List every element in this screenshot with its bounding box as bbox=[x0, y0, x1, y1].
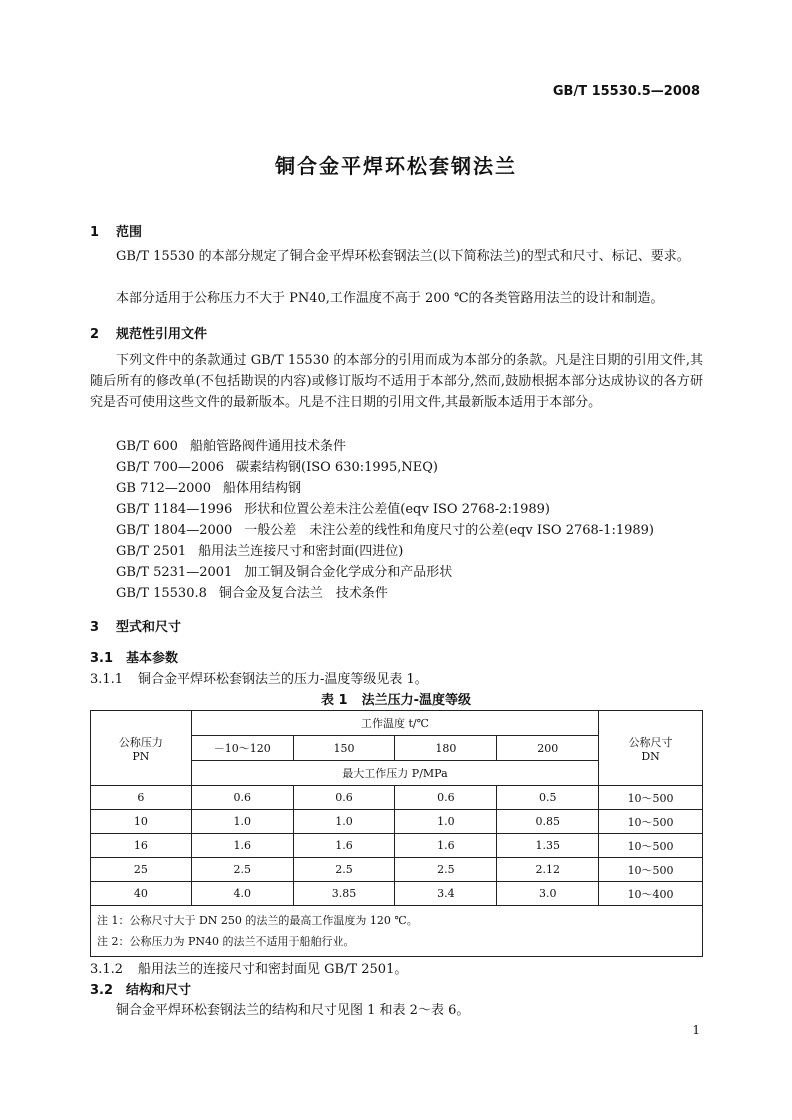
pressure-cell: 2.5 bbox=[293, 858, 395, 882]
reference-title: 加工铜及铜合金化学成分和产品形状 bbox=[244, 565, 453, 580]
page-number: 1 bbox=[692, 1023, 700, 1037]
reference-code: GB/T 5231—2001 bbox=[116, 565, 233, 580]
reference-item bbox=[116, 499, 654, 520]
pressure-cell: 1.0 bbox=[395, 810, 497, 834]
pressure-temperature-table bbox=[90, 710, 703, 957]
table-title: 法兰压力-温度等级 bbox=[361, 693, 471, 708]
reference-title: 铜合金及复合法兰 技术条件 bbox=[218, 586, 388, 601]
header-nominal-size: 公称尺寸 DN bbox=[599, 711, 703, 786]
pn-cell: 16 bbox=[91, 834, 192, 858]
pressure-cell: 1.35 bbox=[497, 834, 599, 858]
temperature-header-cell: 200 bbox=[497, 736, 599, 761]
header-working-temperature: 工作温度 t/℃ bbox=[191, 711, 598, 736]
section-3-1-heading bbox=[90, 647, 178, 666]
pressure-cell: 1.0 bbox=[293, 810, 395, 834]
section-1-heading bbox=[90, 221, 142, 240]
clause-text: 船用法兰的连接尺寸和密封面见 GB/T 2501。 bbox=[138, 962, 408, 977]
reference-code: GB/T 700—2006 bbox=[116, 460, 225, 475]
section-label: 范围 bbox=[116, 225, 143, 240]
reference-title: 船用法兰连接尺寸和密封面(四进位) bbox=[198, 544, 404, 559]
section-number: 1 bbox=[90, 225, 100, 240]
pn-cell: 10 bbox=[91, 810, 192, 834]
pressure-cell: 0.6 bbox=[191, 786, 293, 810]
pn-cell: 40 bbox=[91, 882, 192, 906]
pn-cell: 25 bbox=[91, 858, 192, 882]
temperature-header-cell: －10～120 bbox=[191, 736, 293, 761]
section-number: 3.2 bbox=[90, 983, 114, 998]
reference-item bbox=[116, 457, 654, 478]
reference-code: GB/T 2501 bbox=[116, 544, 187, 559]
scope-paragraph-1: GB/T 15530 的本部分规定了铜合金平焊环松套钢法兰(以下简称法兰)的型式和尺寸、标记、要求。 bbox=[116, 249, 690, 264]
reference-title: 碳素结构钢(ISO 630:1995,NEQ) bbox=[236, 460, 438, 475]
pressure-cell: 0.6 bbox=[395, 786, 497, 810]
reference-title: 形状和位置公差未注公差值(eqv ISO 2768-2:1989) bbox=[244, 502, 550, 517]
dn-cell: 10～500 bbox=[599, 834, 703, 858]
dn-cell: 10～500 bbox=[599, 786, 703, 810]
pn-cell: 6 bbox=[91, 786, 192, 810]
reference-item bbox=[116, 436, 654, 457]
reference-code: GB/T 600 bbox=[116, 439, 178, 454]
pressure-cell: 4.0 bbox=[191, 882, 293, 906]
structure-paragraph: 铜合金平焊环松套钢法兰的结构和尺寸见图 1 和表 2～表 6。 bbox=[116, 1003, 470, 1018]
section-label: 规范性引用文件 bbox=[116, 327, 208, 342]
header-max-working-pressure: 最大工作压力 P/MPa bbox=[191, 761, 598, 786]
pressure-cell: 1.6 bbox=[395, 834, 497, 858]
pressure-cell: 1.0 bbox=[191, 810, 293, 834]
table-1-caption bbox=[0, 689, 792, 708]
reference-item bbox=[116, 541, 654, 562]
reference-item bbox=[116, 562, 654, 583]
section-3-2-heading bbox=[90, 979, 191, 998]
dn-cell: 10～500 bbox=[599, 858, 703, 882]
clause-text: 铜合金平焊环松套钢法兰的压力-温度等级见表 1。 bbox=[138, 672, 428, 687]
dn-cell: 10～400 bbox=[599, 882, 703, 906]
section-number: 2 bbox=[90, 327, 100, 342]
pressure-cell: 3.85 bbox=[293, 882, 395, 906]
section-label: 型式和尺寸 bbox=[116, 620, 182, 635]
table-note-1: 注 1：公称尺寸大于 DN 250 的法兰的最高工作温度为 120 ℃。 bbox=[97, 914, 418, 927]
clause-number: 3.1.1 bbox=[90, 672, 124, 687]
table-row bbox=[91, 810, 703, 834]
temperature-header-cell: 150 bbox=[293, 736, 395, 761]
standard-code: GB/T 15530.5—2008 bbox=[552, 84, 700, 99]
section-number: 3.1 bbox=[90, 651, 114, 666]
table-row bbox=[91, 858, 703, 882]
reference-code: GB/T 1804—2000 bbox=[116, 523, 233, 538]
scope-paragraph-2: 本部分适用于公称压力不大于 PN40,工作温度不高于 200 ℃的各类管路用法兰的设计和制造。 bbox=[116, 291, 664, 306]
reference-title: 船舶管路阀件通用技术条件 bbox=[189, 439, 346, 454]
temperature-header-cell: 180 bbox=[395, 736, 497, 761]
reference-title: 船体用结构钢 bbox=[222, 481, 301, 496]
pressure-cell: 0.5 bbox=[497, 786, 599, 810]
reference-item bbox=[116, 583, 654, 604]
section-2-heading bbox=[90, 323, 207, 342]
table-row bbox=[91, 834, 703, 858]
clause-3-1-1 bbox=[90, 668, 428, 687]
normative-references-paragraph: 下列文件中的条款通过 GB/T 15530 的本部分的引用而成为本部分的条款。凡是注日期的引用文件,其随后所有的修改单(不包括勘误的内容)或修订版均不适用于本部分,然而,鼓励根据本部分达成协议的各方研究是否可使用这些文件的最新版本。凡是不注日期的引用文件,其最新版本适用于本部分。 bbox=[90, 353, 703, 410]
section-label: 结构和尺寸 bbox=[126, 983, 192, 998]
pressure-cell: 0.6 bbox=[293, 786, 395, 810]
section-3-heading bbox=[90, 616, 181, 635]
reference-code: GB 712—2000 bbox=[116, 481, 211, 496]
table-note-2: 注 2：公称压力为 PN40 的法兰不适用于船舶行业。 bbox=[97, 935, 355, 948]
pressure-cell: 1.6 bbox=[293, 834, 395, 858]
reference-code: GB/T 1184—1996 bbox=[116, 502, 233, 517]
reference-list bbox=[116, 436, 654, 604]
pressure-cell: 3.0 bbox=[497, 882, 599, 906]
table-notes bbox=[91, 906, 703, 957]
pressure-cell: 2.5 bbox=[395, 858, 497, 882]
table-row bbox=[91, 882, 703, 906]
reference-item bbox=[116, 520, 654, 541]
pressure-cell: 3.4 bbox=[395, 882, 497, 906]
pressure-cell: 2.12 bbox=[497, 858, 599, 882]
table-number: 表 1 bbox=[321, 693, 348, 708]
header-nominal-pressure: 公称压力 PN bbox=[91, 711, 192, 786]
reference-item bbox=[116, 478, 654, 499]
section-label: 基本参数 bbox=[126, 651, 179, 666]
reference-title: 一般公差 未注公差的线性和角度尺寸的公差(eqv ISO 2768-1:1989) bbox=[244, 523, 654, 538]
dn-cell: 10～500 bbox=[599, 810, 703, 834]
pressure-cell: 1.6 bbox=[191, 834, 293, 858]
pressure-cell: 0.85 bbox=[497, 810, 599, 834]
section-number: 3 bbox=[90, 620, 100, 635]
pressure-cell: 2.5 bbox=[191, 858, 293, 882]
reference-code: GB/T 15530.8 bbox=[116, 586, 207, 601]
clause-3-1-2 bbox=[90, 958, 407, 977]
table-row bbox=[91, 786, 703, 810]
document-title: 铜合金平焊环松套钢法兰 bbox=[275, 154, 517, 178]
clause-number: 3.1.2 bbox=[90, 962, 124, 977]
